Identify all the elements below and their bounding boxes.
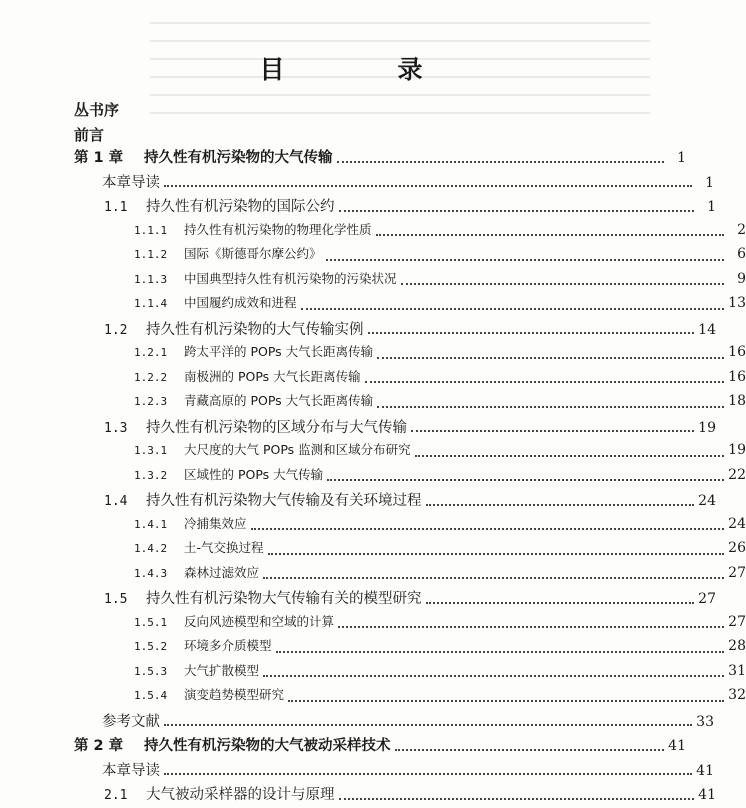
toc-entry-number: 1.1.1 <box>134 223 168 237</box>
dot-leader <box>263 576 724 579</box>
toc-subsection-entry[interactable] <box>0 293 746 318</box>
toc-entry-number: 1.5.2 <box>134 640 168 653</box>
toc-page-number: 19 <box>698 419 716 436</box>
toc-entry-number: 1.4.2 <box>134 542 168 555</box>
toc-subsection-entry[interactable] <box>0 244 746 269</box>
toc-page-number: 31 <box>728 662 746 679</box>
toc-entry-number: 1.5.3 <box>134 664 168 678</box>
toc-entry-title: 持久性有机污染物的物理化学性质 <box>184 221 372 237</box>
toc-entry-number: 1.2.3 <box>134 395 168 408</box>
toc-section-entry[interactable] <box>0 195 716 220</box>
toc-page-number: 22 <box>728 466 746 483</box>
toc-page-number: 18 <box>728 393 746 409</box>
toc-entry-number: 1.4.1 <box>134 517 168 531</box>
toc-page-number: 1 <box>677 150 686 166</box>
toc-page-number: 13 <box>728 295 746 311</box>
toc-entry-number: 2.1 <box>104 788 128 803</box>
toc-page-number: 27 <box>698 591 716 607</box>
toc-entry-title: 土-气交换过程 <box>184 540 264 555</box>
toc-page-number: 14 <box>698 321 716 338</box>
toc-entry-number: 1.5.1 <box>134 615 168 629</box>
toc-entry-title: 持久性有机污染物的大气传输 <box>144 150 333 166</box>
toc-entry-number: 1.3.2 <box>134 468 168 482</box>
toc-entry-title: 本章导读 <box>102 174 160 191</box>
toc-page-number: 16 <box>728 344 746 360</box>
toc-list <box>0 146 746 808</box>
dot-leader <box>365 380 724 383</box>
dot-leader <box>268 552 724 555</box>
toc-entry-title: 大尺度的大气 POPs 监测和区域分布研究 <box>184 442 411 457</box>
toc-page-number: 6 <box>737 246 746 262</box>
toc-page-number: 24 <box>698 493 716 509</box>
toc-page-number: 24 <box>728 515 746 532</box>
toc-subsection-entry[interactable] <box>0 538 746 563</box>
toc-entry-number: 1.4 <box>104 494 128 509</box>
toc-page-number: 33 <box>696 713 714 730</box>
toc-entry-title: 南极洲的 POPs 大气长距离传输 <box>184 368 361 384</box>
dot-leader <box>263 674 724 677</box>
toc-plain-entry[interactable] <box>0 710 714 735</box>
toc-entry-number: 1.3 <box>104 420 128 436</box>
toc-page-number: 9 <box>737 270 746 287</box>
toc-entry-title: 跨太平洋的 POPs 大气长距离传输 <box>184 344 374 359</box>
toc-entry-title: 国际《斯德哥尔摩公约》 <box>184 246 322 261</box>
toc-subsection-entry[interactable] <box>0 465 746 490</box>
toc-page-number: 27 <box>728 613 746 630</box>
toc-page-number: 16 <box>728 368 746 385</box>
toc-subsection-entry[interactable] <box>0 391 746 416</box>
toc-entry-number: 1.1.4 <box>134 297 168 310</box>
toc-entry-title: 演变趋势模型研究 <box>184 687 285 702</box>
dot-leader <box>415 454 724 457</box>
toc-subsection-entry[interactable] <box>0 367 746 392</box>
toc-entry-title: 持久性有机污染物大气传输及有关环境过程 <box>146 493 422 509</box>
toc-entry-title: 参考文献 <box>102 713 160 730</box>
dot-leader <box>339 797 695 800</box>
toc-subsection-entry[interactable] <box>0 685 746 710</box>
toc-entry-title: 区域性的 POPs 大气传输 <box>184 466 324 482</box>
dot-leader <box>327 478 724 481</box>
front-matter-preface-series: 丛书序 <box>74 101 120 119</box>
dot-leader <box>338 625 724 628</box>
dot-leader <box>164 184 692 187</box>
toc-entry-title: 环境多介质模型 <box>184 638 272 653</box>
toc-chapter-entry[interactable] <box>0 734 686 759</box>
dot-leader <box>339 209 695 212</box>
toc-entry-title: 持久性有机污染物的大气被动采样技术 <box>144 738 391 754</box>
dot-leader <box>164 772 692 775</box>
toc-entry-title: 中国典型持久性有机污染物的污染状况 <box>184 270 397 286</box>
toc-plain-entry[interactable] <box>0 171 714 196</box>
toc-entry-title: 持久性有机污染物大气传输有关的模型研究 <box>146 591 422 607</box>
page-title: 目 录 <box>259 55 467 84</box>
dot-leader <box>426 503 695 506</box>
toc-section-entry[interactable] <box>0 318 716 343</box>
toc-entry-number: 1.3.1 <box>134 444 168 457</box>
toc-page-number: 41 <box>698 787 716 803</box>
toc-plain-entry[interactable] <box>0 759 714 784</box>
toc-entry-number: 1.5.4 <box>134 689 168 702</box>
toc-subsection-entry[interactable] <box>0 269 746 294</box>
toc-entry-number: 1.1.2 <box>134 248 168 261</box>
dot-leader <box>376 233 724 236</box>
toc-entry-number: 第 2 章 <box>74 738 124 754</box>
toc-entry-title: 中国履约成效和进程 <box>184 295 297 310</box>
toc-entry-number: 1.2 <box>104 322 128 338</box>
toc-chapter-entry[interactable] <box>0 146 686 171</box>
toc-entry-title: 青藏高原的 POPs 大气长距离传输 <box>184 393 374 408</box>
toc-section-entry[interactable] <box>0 416 716 441</box>
front-matter-preface: 前言 <box>74 126 105 144</box>
dot-leader <box>368 331 695 334</box>
toc-page-number: 27 <box>728 564 746 581</box>
toc-subsection-entry[interactable] <box>0 563 746 588</box>
toc-entry-title: 冷捕集效应 <box>184 515 247 531</box>
dot-leader <box>276 650 724 653</box>
toc-page-number: 2 <box>737 221 746 238</box>
toc-section-entry[interactable] <box>0 587 716 612</box>
dot-leader <box>411 429 694 432</box>
dot-leader <box>426 601 695 604</box>
toc-page-number: 26 <box>728 540 746 556</box>
toc-page-number: 28 <box>728 638 746 654</box>
toc-entry-number: 1.1 <box>104 200 128 215</box>
dot-leader <box>395 748 665 751</box>
toc-entry-number: 1.1.3 <box>134 272 168 286</box>
toc-subsection-entry[interactable] <box>0 636 746 661</box>
dot-leader <box>377 405 724 408</box>
dot-leader <box>164 723 692 726</box>
toc-subsection-entry[interactable] <box>0 661 746 686</box>
toc-entry-number: 1.2.2 <box>134 370 168 384</box>
toc-entry-number: 1.2.1 <box>134 346 168 359</box>
dot-leader <box>301 307 724 310</box>
toc-subsection-entry[interactable] <box>0 220 746 245</box>
toc-page-number: 1 <box>707 199 716 215</box>
toc-subsection-entry[interactable] <box>0 612 746 637</box>
toc-entry-title: 本章导读 <box>102 762 160 779</box>
toc-section-entry[interactable] <box>0 783 716 808</box>
toc-entry-title: 反向风迹模型和空域的计算 <box>184 613 335 629</box>
toc-page-number: 41 <box>668 738 686 754</box>
toc-page-number: 19 <box>728 442 746 458</box>
dot-leader <box>377 356 724 359</box>
dot-leader <box>326 258 724 261</box>
toc-entry-title: 持久性有机污染物的区域分布与大气传输 <box>146 419 407 436</box>
toc-page-number: 32 <box>728 687 746 703</box>
toc-section-entry[interactable] <box>0 489 716 514</box>
toc-entry-title: 大气扩散模型 <box>184 662 260 678</box>
toc-page-number: 41 <box>696 762 714 779</box>
dot-leader <box>251 527 724 530</box>
toc-entry-title: 持久性有机污染物的大气传输实例 <box>146 321 364 338</box>
toc-subsection-entry[interactable] <box>0 514 746 539</box>
toc-entry-number: 第 1 章 <box>74 150 124 166</box>
dot-leader <box>288 699 724 702</box>
toc-entry-number: 1.5 <box>104 592 128 607</box>
dot-leader <box>401 282 724 285</box>
toc-entry-number: 1.4.3 <box>134 566 168 580</box>
dot-leader <box>337 160 665 163</box>
toc-subsection-entry[interactable] <box>0 440 746 465</box>
toc-page-number: 1 <box>705 174 714 191</box>
toc-entry-title: 森林过滤效应 <box>184 564 260 580</box>
toc-entry-title: 大气被动采样器的设计与原理 <box>146 787 335 803</box>
toc-entry-title: 持久性有机污染物的国际公约 <box>146 199 335 215</box>
toc-subsection-entry[interactable] <box>0 342 746 367</box>
